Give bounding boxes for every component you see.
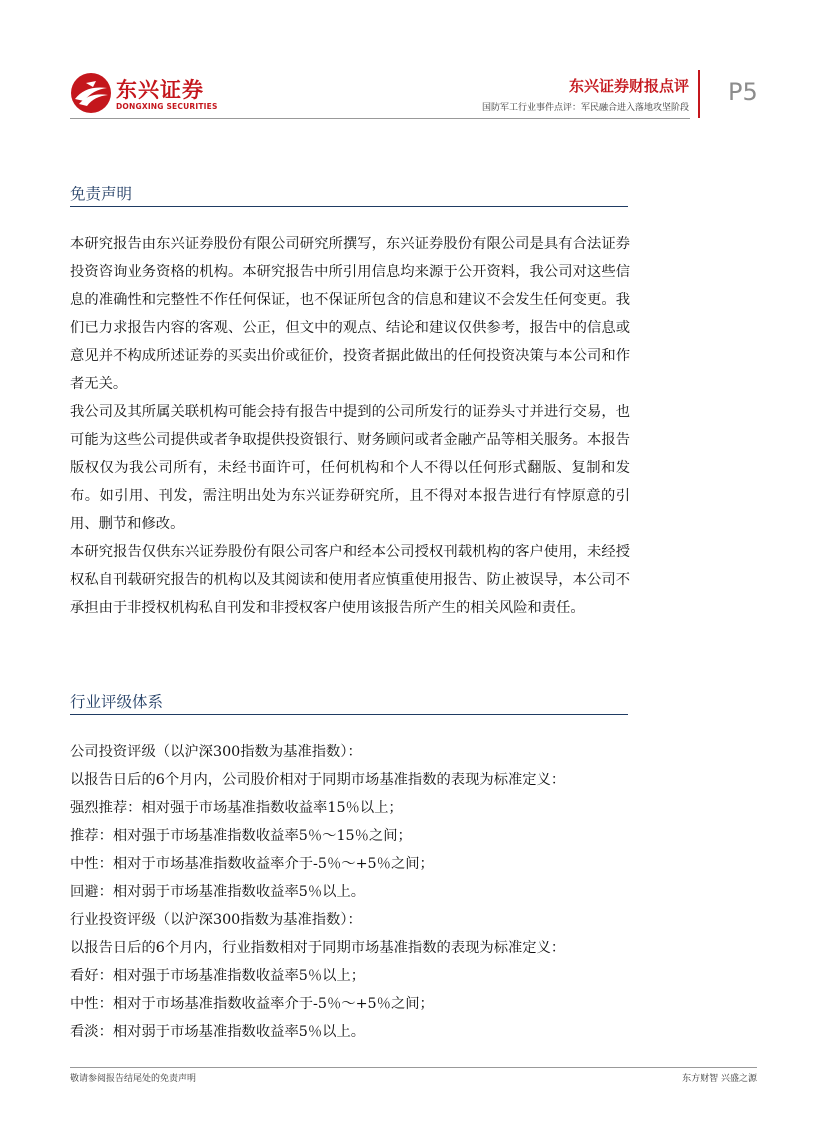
logo-chinese-name: 东兴证券 [116, 78, 204, 102]
footer-slogan: 东方财智 兴盛之源 [682, 1074, 757, 1084]
rating-line: 强烈推荐：相对强于市场基准指数收益率15％以上； [70, 800, 403, 816]
footer-divider [70, 1067, 757, 1068]
rating-line: 回避：相对弱于市场基准指数收益率5％以上。 [70, 884, 366, 900]
logo-english-name: DONGXING SECURITIES [116, 102, 218, 111]
header-accent-bar [698, 70, 700, 118]
rating-line: 行业投资评级（以沪深300指数为基准指数）： [70, 912, 362, 928]
rating-line: 公司投资评级（以沪深300指数为基准指数）： [70, 744, 362, 760]
disclaimer-title: 免责声明 [70, 185, 133, 203]
page-number: P5 [728, 78, 758, 106]
header-divider [70, 118, 690, 119]
rating-line: 以报告日后的6个月内，公司股价相对于同期市场基准指数的表现为标准定义： [70, 772, 566, 788]
disclaimer-paragraph-1: 本研究报告由东兴证券股份有限公司研究所撰写，东兴证券股份有限公司是具有合法证券投资咨询业务资格的机构。本研究报告中所引用信息均来源于公开资料，我公司对这些信息的准确性和完整性不作任何保证，也不保证所包含的信息和建议不会发生任何变更。我们已力求报告内容的客观、公正，但文中的观点、结论和建议仅供参考，报告中的信息或意见并不构成所述证券的买卖出价或征价，投资者据此做出的任何投资决策与本公司和作者无关。 [70, 236, 630, 392]
report-subtitle: 国防军工行业事件点评：军民融合进入落地攻坚阶段 [481, 103, 689, 113]
rating-title: 行业评级体系 [70, 693, 164, 711]
rating-line: 看好：相对强于市场基准指数收益率5％以上； [70, 968, 366, 984]
rating-line: 推荐：相对强于市场基准指数收益率5％～15％之间； [70, 828, 412, 844]
company-logo [70, 72, 230, 116]
rating-line: 看淡：相对弱于市场基准指数收益率5％以上。 [70, 1024, 366, 1040]
disclaimer-paragraph-3: 本研究报告仅供东兴证券股份有限公司客户和经本公司授权刊载机构的客户使用，未经授权私自刊载研究报告的机构以及其阅读和使用者应慎重使用报告、防止被误导，本公司不承担由于非授权机构私自刊发和非授权客户使用该报告所产生的相关风险和责任。 [70, 544, 630, 616]
dongxing-logo-icon [70, 72, 112, 114]
rating-line: 中性：相对于市场基准指数收益率介于-5％～+5％之间； [70, 856, 434, 872]
rating-line: 以报告日后的6个月内，行业指数相对于同期市场基准指数的表现为标准定义： [70, 940, 566, 956]
rating-line: 中性：相对于市场基准指数收益率介于-5％～+5％之间； [70, 996, 434, 1012]
disclaimer-rule [70, 206, 628, 207]
disclaimer-paragraph-2: 我公司及其所属关联机构可能会持有报告中提到的公司所发行的证券头寸并进行交易，也可能为这些公司提供或者争取提供投资银行、财务顾问或者金融产品等相关服务。本报告版权仅为我公司所有，未经书面许可，任何机构和个人不得以任何形式翻版、复制和发布。如引用、刊发，需注明出处为东兴证券研究所，且不得对本报告进行有悖原意的引用、删节和修改。 [70, 404, 630, 532]
page-header [0, 0, 827, 130]
report-type: 东兴证券财报点评 [568, 77, 689, 95]
rating-rule [70, 714, 628, 715]
footer-disclaimer-note: 敬请参阅报告结尾处的免责声明 [70, 1074, 197, 1084]
